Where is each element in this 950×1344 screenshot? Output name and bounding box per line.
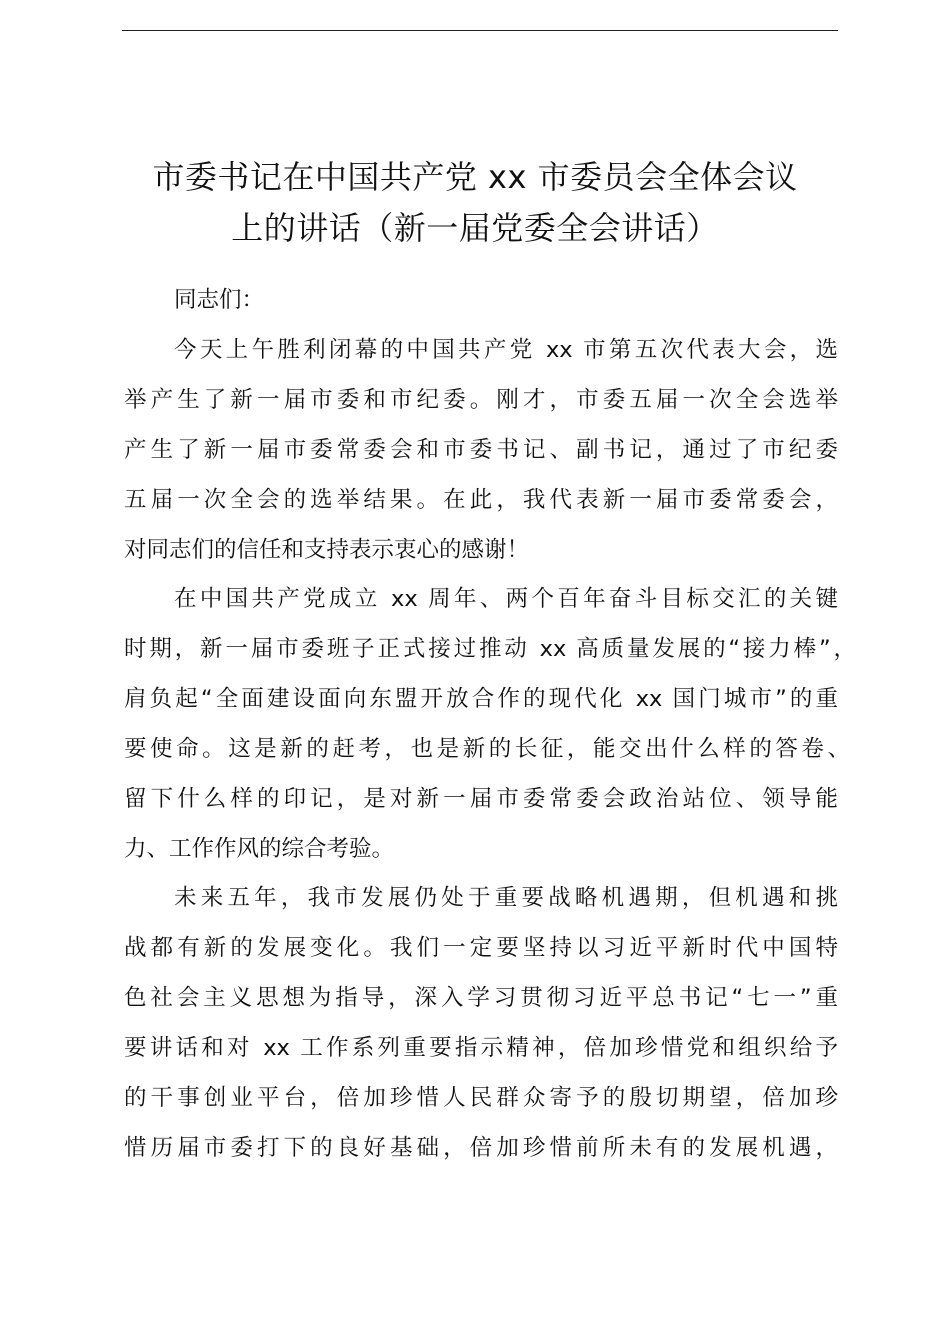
body-line: 力、工作作风的综合考验。 <box>124 836 395 862</box>
body-line: 要讲话和对 xx 工作系列重要指示精神，倍加珍惜党和组织给予 <box>124 1035 838 1061</box>
body-line: 今天上午胜利闭幕的中国共产党 xx 市第五次代表大会，选 <box>174 337 838 363</box>
body-line: 肩负起“全面建设面向东盟开放合作的现代化 xx 国门城市”的重 <box>124 686 838 712</box>
body-line: 未来五年，我市发展仍处于重要战略机遇期，但机遇和挑 <box>174 885 838 911</box>
body-line: 对同志们的信任和支持表示衷心的感谢！ <box>124 537 530 563</box>
body-line: 在中国共产党成立 xx 周年、两个百年奋斗目标交汇的关键 <box>174 586 838 612</box>
body-line: 色社会主义思想为指导，深入学习贯彻习近平总书记“七一”重 <box>124 985 838 1011</box>
body-line: 时期，新一届市委班子正式接过推动 xx 高质量发展的“接力棒”， <box>124 636 856 662</box>
title-line-2: 上的讲话（新一届党委全会讲话） <box>231 209 719 247</box>
body-line: 留下什么样的印记，是对新一届市委常委会政治站位、领导能 <box>124 786 838 812</box>
body-line: 产生了新一届市委常委会和市委书记、副书记，通过了市纪委 <box>124 437 838 463</box>
body-line: 五届一次全会的选举结果。在此，我代表新一届市委常委会， <box>124 487 838 513</box>
body-line: 的干事创业平台，倍加珍惜人民群众寄予的殷切期望，倍加珍 <box>124 1085 838 1111</box>
title-line-1: 市委书记在中国共产党 xx 市委员会全体会议 <box>152 158 798 196</box>
body-line: 要使命。这是新的赶考，也是新的长征，能交出什么样的答卷、 <box>124 736 850 762</box>
body-line: 战都有新的发展变化。我们一定要坚持以习近平新时代中国特 <box>124 935 838 961</box>
salutation: 同志们： <box>174 287 265 313</box>
body-line: 举产生了新一届市委和市纪委。刚才，市委五届一次全会选举 <box>124 387 838 413</box>
body-line: 惜历届市委打下的良好基础，倍加珍惜前所未有的发展机遇， <box>124 1135 838 1161</box>
